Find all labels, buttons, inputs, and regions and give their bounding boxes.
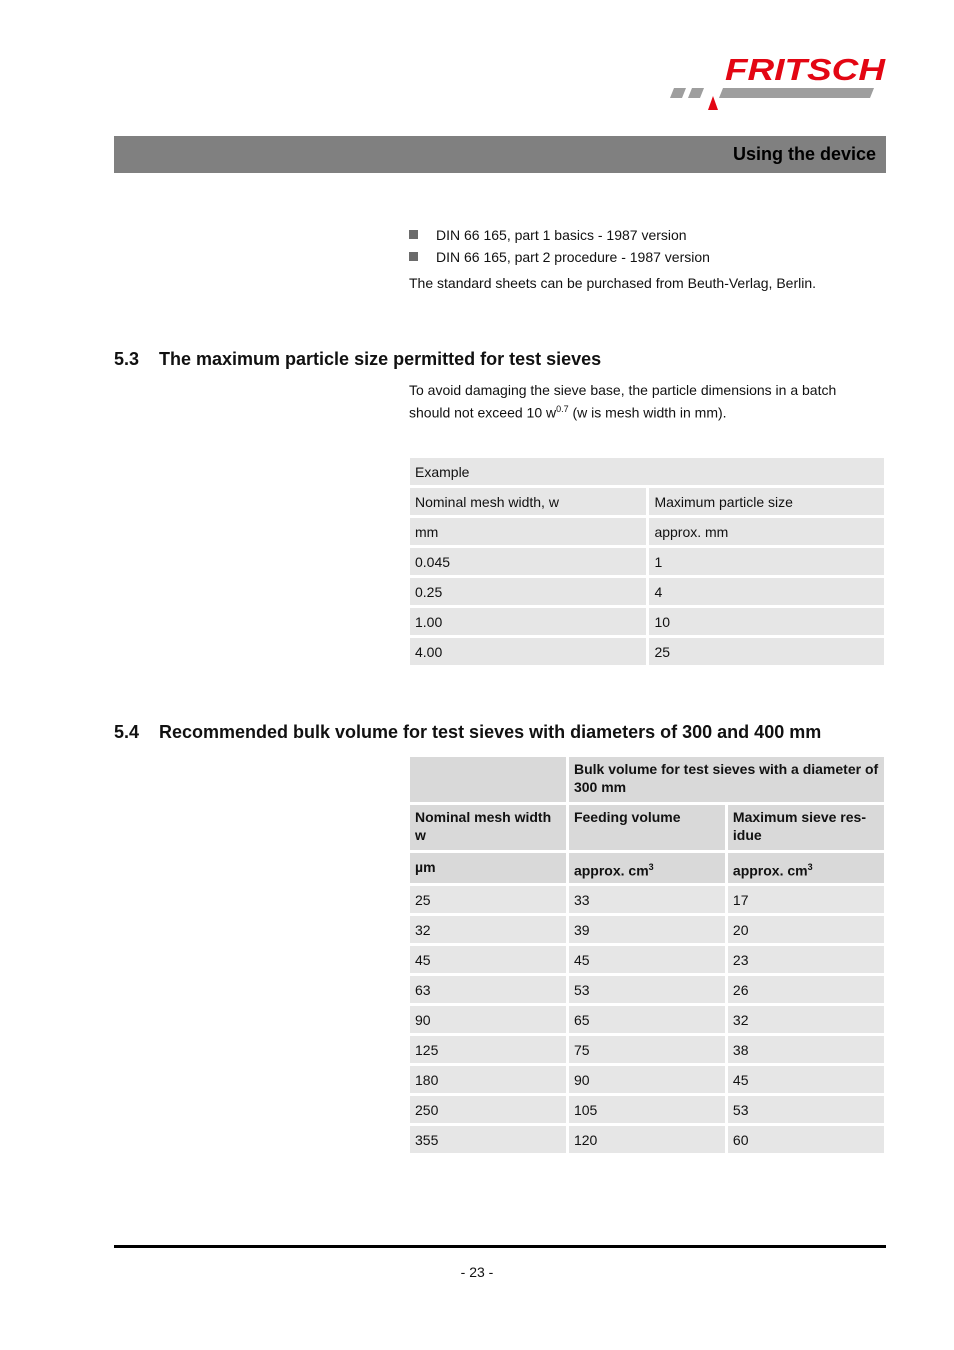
table-row: [410, 916, 884, 943]
unit-text: approx. cm: [732, 862, 808, 879]
column-header: Nominal mesh width w: [410, 805, 566, 850]
unit-exponent: 3: [648, 862, 654, 872]
table-cell: 90: [569, 1066, 725, 1093]
intro-exponent: 0.7: [556, 404, 569, 414]
table-cell: 53: [728, 1096, 884, 1123]
list-item-text: DIN 66 165, part 1 basics - 1987 version: [436, 227, 687, 243]
group-header: Bulk volume for test sieves with a diameter of 300 mm: [569, 757, 884, 802]
column-header: Maximum sieve res-idue: [728, 805, 884, 850]
unit-exponent: 3: [807, 862, 813, 872]
table-row: [410, 1096, 884, 1123]
table-cell: 45: [410, 946, 566, 973]
table-cell: 60: [728, 1126, 884, 1153]
table-cell: 17: [728, 886, 884, 913]
table-group-header-row: [410, 757, 884, 802]
table-cell: 125: [410, 1036, 566, 1063]
table-cell: 10: [649, 608, 884, 635]
page-number: - 23 -: [460, 1264, 494, 1280]
list-item: [409, 248, 710, 270]
table-cell: 75: [569, 1036, 725, 1063]
logo-stripe-1: [670, 88, 686, 98]
table-caption: Example: [410, 458, 884, 485]
table-cell: 26: [728, 976, 884, 1003]
table-cell: 32: [728, 1006, 884, 1033]
section-number: 5.4: [114, 722, 140, 742]
table-header-row: [410, 805, 884, 850]
table-row: [410, 976, 884, 1003]
logo-triangle: [708, 96, 718, 110]
table-cell: 105: [569, 1096, 725, 1123]
table-row: [410, 458, 884, 485]
table-cell: 23: [728, 946, 884, 973]
table-cell: 1.00: [410, 608, 646, 635]
table-cell: 39: [569, 916, 725, 943]
section-heading-5-3: [114, 349, 601, 370]
table-cell: 120: [569, 1126, 725, 1153]
table-cell: 1: [649, 548, 884, 575]
table-cell: 25: [649, 638, 884, 665]
standards-list: [409, 226, 710, 270]
list-item-text: DIN 66 165, part 2 procedure - 1987 version: [436, 249, 710, 265]
column-header: Feeding volume: [569, 805, 725, 850]
intro-text-end: (w is mesh width in mm).: [568, 404, 727, 421]
table-cell: 53: [569, 976, 725, 1003]
table-cell: 33: [569, 886, 725, 913]
section-intro: [409, 381, 879, 423]
table-cell: 63: [410, 976, 566, 1003]
intro-text: To avoid damaging the sieve base, the particle dimensions in a batch should not exceed 10 w: [409, 382, 837, 421]
table-cell: 90: [410, 1006, 566, 1033]
bullet-square-icon: [409, 230, 418, 239]
logo-stripe-3: [719, 88, 874, 98]
table-units-row: [410, 518, 884, 545]
table-row: [410, 638, 884, 665]
table-units-row: [410, 853, 884, 883]
chapter-header-bar: [114, 136, 886, 173]
bulk-volume-body: [410, 886, 884, 1153]
unit-cell: µm: [410, 853, 566, 883]
table-cell: 4.00: [410, 638, 646, 665]
table-cell: 20: [728, 916, 884, 943]
max-particle-size-table: [407, 455, 887, 668]
column-header: Nominal mesh width, w: [410, 488, 646, 515]
standards-note: The standard sheets can be purchased from Beuth-Verlag, Berlin.: [409, 275, 817, 291]
table-cell: 4: [649, 578, 884, 605]
fritsch-logo: [668, 52, 888, 112]
logo-wordmark: FRITSCH: [725, 52, 886, 87]
empty-header-cell: [410, 757, 566, 802]
table-row: [410, 1006, 884, 1033]
table-row: [410, 578, 884, 605]
table-cell: 32: [410, 916, 566, 943]
table-cell: 45: [728, 1066, 884, 1093]
section-heading-5-4: [114, 722, 821, 743]
logo-stripe-2: [688, 88, 704, 98]
unit-cell: [728, 853, 884, 883]
section-title: Recommended bulk volume for test sieves with diameters of 300 and 400 mm: [159, 722, 822, 742]
column-header: Maximum particle size: [649, 488, 884, 515]
table-cell: 0.25: [410, 578, 646, 605]
table-cell: 25: [410, 886, 566, 913]
table-row: [410, 548, 884, 575]
table-row: [410, 1126, 884, 1153]
table-row: [410, 886, 884, 913]
table-cell: 45: [569, 946, 725, 973]
table-cell: 38: [728, 1036, 884, 1063]
section-number: 5.3: [114, 349, 140, 369]
footer-rule: [114, 1245, 886, 1248]
table-row: [410, 1036, 884, 1063]
table-cell: 180: [410, 1066, 566, 1093]
section-title: The maximum particle size permitted for test sieves: [159, 349, 602, 369]
chapter-title: Using the device: [732, 144, 876, 164]
unit-cell: approx. mm: [649, 518, 884, 545]
table-cell: 65: [569, 1006, 725, 1033]
unit-text: approx. cm: [573, 862, 649, 879]
bulk-volume-table: [407, 754, 887, 1156]
unit-cell: mm: [410, 518, 646, 545]
table-row: [410, 946, 884, 973]
table-row: [410, 1066, 884, 1093]
table-cell: 250: [410, 1096, 566, 1123]
table-header-row: [410, 488, 884, 515]
bullet-square-icon: [409, 252, 418, 261]
table-cell: 0.045: [410, 548, 646, 575]
table-cell: 355: [410, 1126, 566, 1153]
list-item: [409, 226, 710, 248]
unit-cell: [569, 853, 725, 883]
table-row: [410, 608, 884, 635]
